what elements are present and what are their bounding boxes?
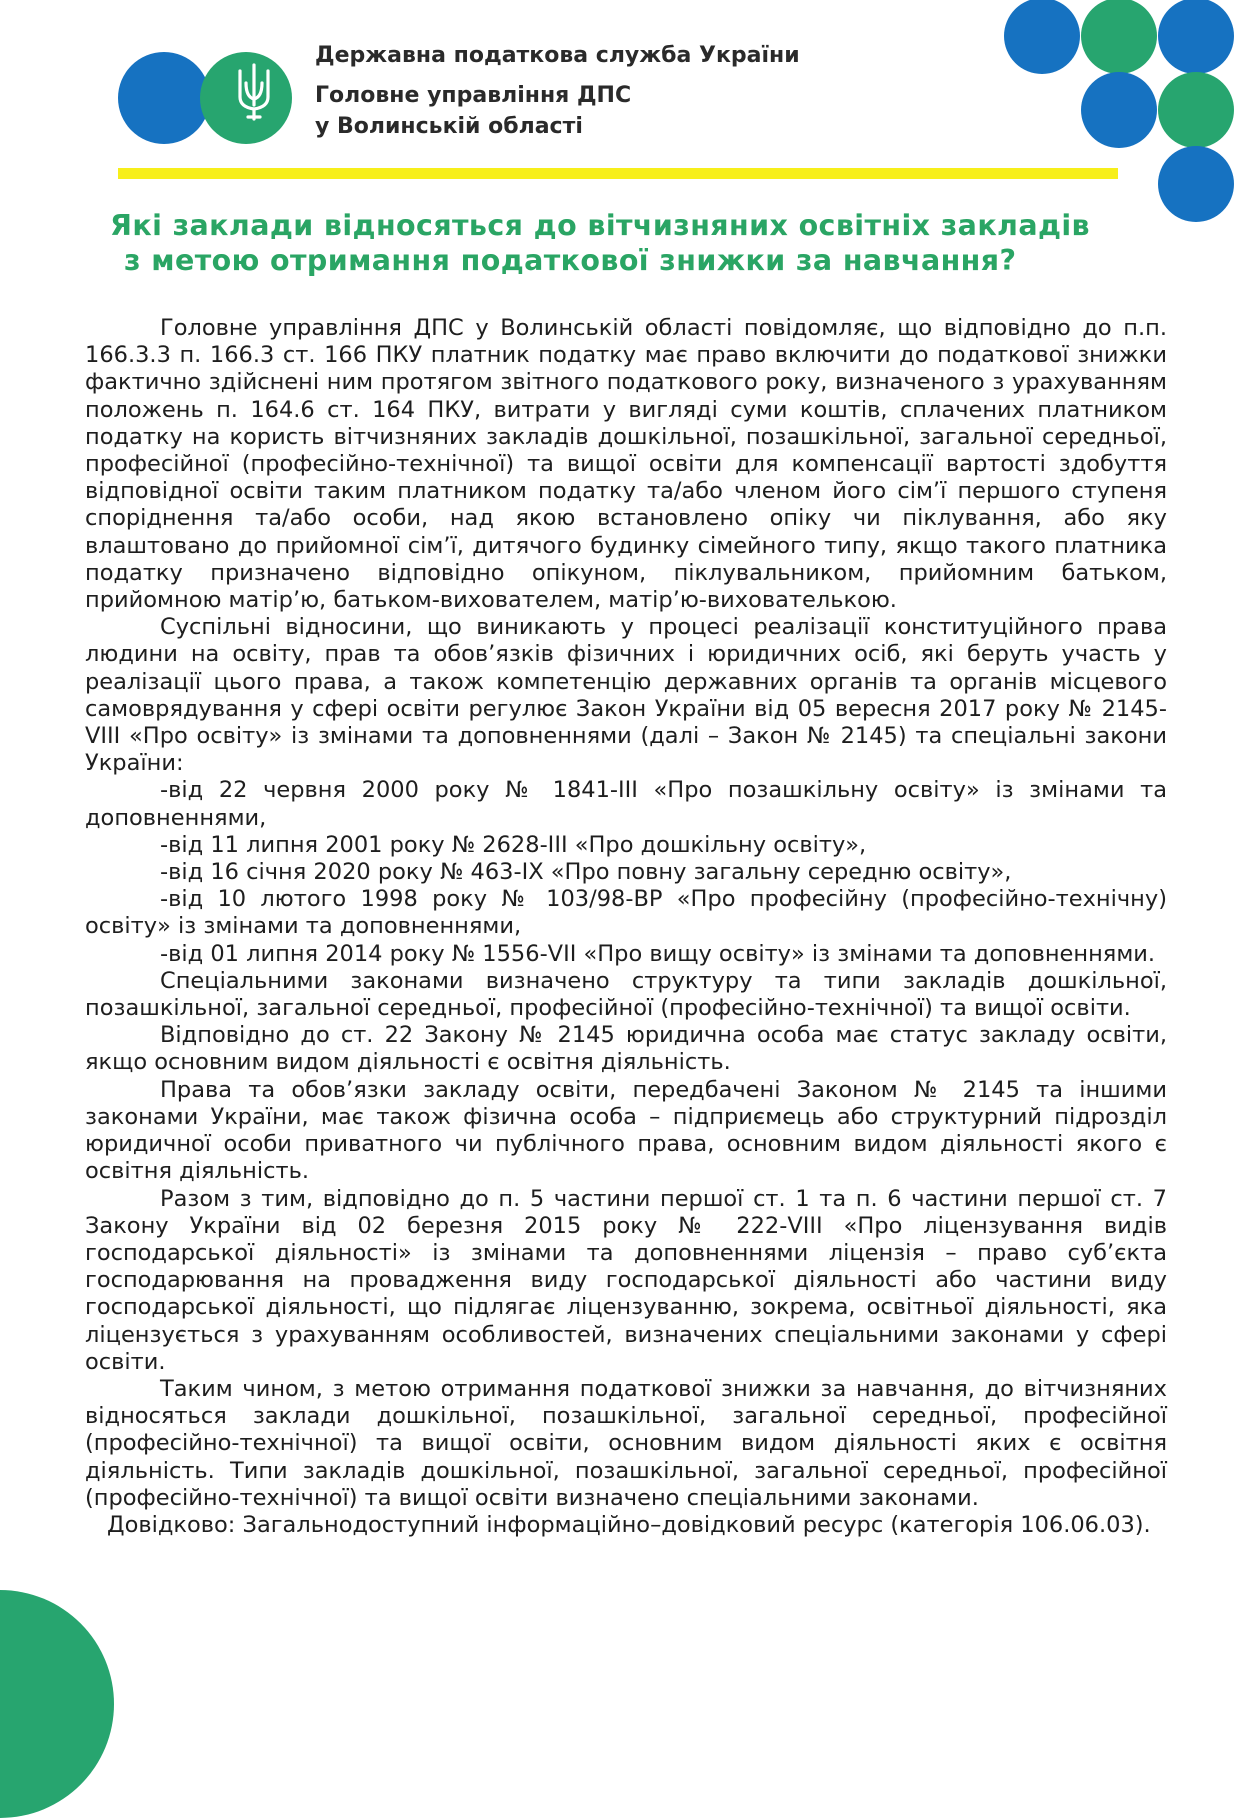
paragraph: Таким чином, з метою отримання податкової знижки за навчання, до вітчизняних відносяться заклади дошкільної, позашкільної, загальної середньої, професійної (професійно-технічної) та вищої освіти, основним видом діяльності яких є освітня діяльність. Типи закладів дошкільної, позашкільної, загальної середньої, професійної (професійно-технічної) та вищої освіти визначено спеціальними законами.	[85, 1375, 1167, 1511]
list-item: -від 01 липня 2014 року № 1556-VII «Про вищу освіту» із змінами та доповненнями.	[160, 940, 1156, 967]
paragraph: Суспільні відносини, що виникають у процесі реалізації конституційного права людини на освіту, прав та обов’язків фізичних і юридичних осіб, які беруть участь у реалізації цього права, а також компетенцію державних органів та органів місцевого самоврядування у сфері освіти регулює Закон України від 05 вересня 2017 року № 2145-VIII «Про освіту» із змінами та доповненнями (далі – Закон № 2145) та спеціальні закони України:	[85, 614, 1167, 777]
article-body	[85, 315, 1167, 1539]
decor-circle-tr-3	[1158, 0, 1234, 74]
org-name-line1: Державна податкова служба України	[315, 43, 800, 68]
paragraph: Разом з тим, відповідно до п. 5 частини першої ст. 1 та п. 6 частини першої ст. 7 Закону України від 02 березня 2015 року № 222-VIII «Про ліцензування видів господарської діяльності» із змінами та доповненнями ліцензія – право суб’єкта господарювання на провадження виду господарської діяльності або частини виду господарської діяльності, що підлягає ліцензуванню, зокрема, освітньої діяльності, яка ліцензується з урахуванням особливостей, визначених спеціальними законами у сфері освіти.	[85, 1185, 1167, 1375]
paragraph: Головне управління ДПС у Волинській області повідомляє, що відповідно до п.п. 166.3.3 п. 166.3 ст. 166 ПКУ платник податку має право включити до податкової знижки фактично здійснені ним протягом звітного податкового року, визначеного з урахуванням положень п. 164.6 ст. 164 ПКУ, витрати у вигляді суми коштів, сплачених платником податку на користь вітчизняних закладів дошкільної, позашкільної, загальної середньої, професійної (професійно-технічної) та вищої освіти для компенсації вартості здобуття відповідної освіти таким платником податку та/або членом його сім’ї першого ступеня споріднення та/або особи, над якою встановлено опіку чи піклування, або яку влаштовано до прийомної сім’ї, дитячого будинку сімейного типу, якщо такого платника податку призначено відповідно опікуном, піклувальником, прийомним батьком, прийомною матір’ю, батьком-вихователем, матір’ю-вихователькою.	[85, 315, 1167, 614]
header-divider	[118, 168, 1118, 179]
paragraph: Спеціальними законами визначено структуру та типи закладів дошкільної, позашкільної, загальної середньої, професійної (професійно-технічної) та вищої освіти.	[85, 967, 1167, 1022]
decor-circle-tr-1	[1004, 0, 1080, 74]
list-item: -від 16 січня 2020 року № 463-IX «Про повну загальну середню освіту»,	[160, 859, 1012, 886]
organization-header	[315, 40, 800, 142]
page-title	[110, 208, 1130, 278]
decor-circle-logo-blue	[118, 52, 210, 144]
decor-circle-tr-4	[1081, 72, 1157, 148]
trident-icon	[232, 61, 276, 123]
decor-circle-tr-6	[1158, 146, 1234, 222]
org-name-line3: у Волинській області	[315, 114, 583, 139]
org-name-line2: Головне управління ДПС	[315, 83, 632, 108]
list-item: -від 10 лютого 1998 року № 103/98-ВР «Про професійну (професійно-технічну) освіту» із змінами та доповненнями,	[85, 886, 1167, 940]
paragraph: Відповідно до ст. 22 Закону № 2145 юридична особа має статус закладу освіти, якщо основним видом діяльності є освітня діяльність.	[85, 1022, 1167, 1076]
list-item: -від 11 липня 2001 року № 2628-III «Про дошкільну освіту»,	[160, 831, 867, 858]
decor-circle-tr-2	[1081, 0, 1157, 74]
page-title-line2: з метою отримання податкової знижки за навчання?	[124, 244, 1017, 277]
page-title-line1: Які заклади відносяться до вітчизняних освітніх закладів	[110, 209, 1090, 242]
list-item: -від 22 червня 2000 року № 1841-III «Про позашкільну освіту» із змінами та доповненнями,	[85, 777, 1167, 831]
decor-circle-tr-5	[1158, 72, 1234, 148]
footnote: Довідково: Загальнодоступний інформаційно–довідковий ресурс (категорія 106.06.03).	[107, 1511, 1151, 1538]
paragraph: Права та обов’язки закладу освіти, передбачені Законом № 2145 та іншими законами України, має також фізична особа – підприємець або структурний підрозділ юридичної особи приватного чи публічного права, основним видом діяльності якого є освітня діяльність.	[85, 1076, 1167, 1185]
decor-circle-bottom-left	[0, 1590, 114, 1818]
